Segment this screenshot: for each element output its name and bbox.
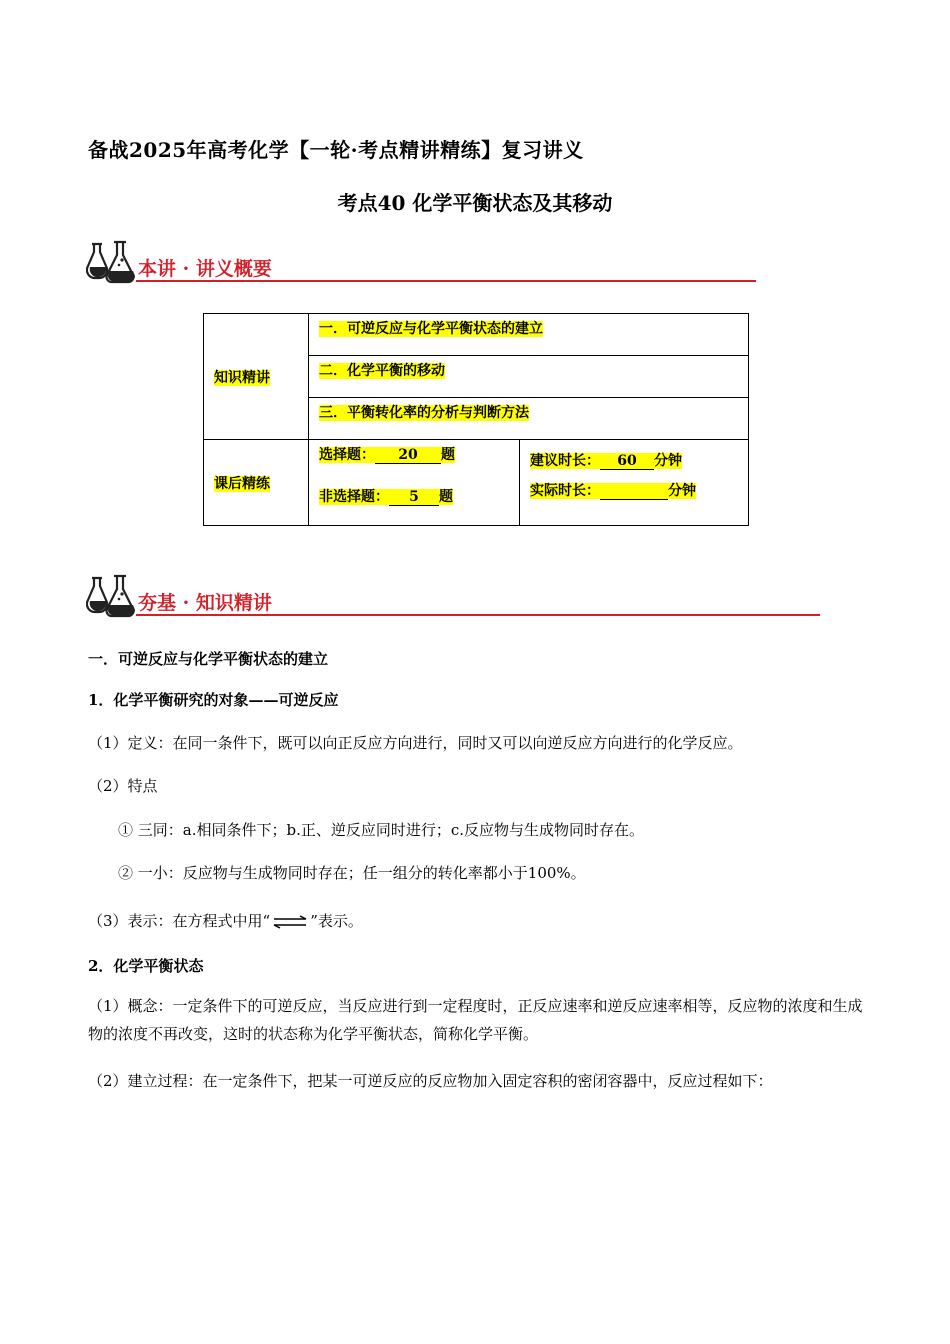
paragraph-process: （2）建立过程：在一定条件下，把某一可逆反应的反应物加入固定容积的密闭容器中，反应过程如下：	[88, 1072, 773, 1090]
overview-table	[203, 313, 749, 526]
reversible-arrow-icon	[272, 915, 308, 929]
table-cell: 一．可逆反应与化学平衡状态的建立	[309, 314, 749, 356]
table-row-label: 知识精讲	[204, 314, 309, 440]
document-subtitle: 考点40 化学平衡状态及其移动	[337, 191, 613, 215]
heading-1: 一．可逆反应与化学平衡状态的建立	[88, 650, 329, 668]
paragraph-features: （2）特点	[88, 777, 158, 795]
paragraph-feature-2: ② 一小：反应物与生成物同时存在；任一组分的转化率都小于100%。	[118, 864, 586, 882]
flask-icon	[86, 240, 136, 284]
heading-1-2: 2．化学平衡状态	[88, 957, 204, 975]
table-row-label: 课后精练	[204, 440, 309, 526]
document-title: 备战2025年高考化学【一轮·考点精讲精练】复习讲义	[88, 138, 584, 162]
paragraph-definition: （1）定义：在同一条件下，既可以向正反应方向进行，同时又可以向逆反应方向进行的化学反应。	[88, 734, 743, 752]
section-header-knowledge	[86, 574, 826, 624]
paragraph-concept: （1）概念：一定条件下的可逆反应，当反应进行到一定程度时，正反应速率和逆反应速率相等，反应物的浓度和生成物的浓度不再改变，这时的状态称为化学平衡状态，简称化学平衡。	[88, 997, 863, 1043]
flask-icon	[86, 574, 136, 618]
heading-1-1: 1．化学平衡研究的对象——可逆反应	[88, 691, 339, 709]
section-label: 夯基 · 知识精讲	[138, 592, 272, 614]
section-divider	[136, 614, 820, 616]
table-cell-time: 建议时长： 60 分钟 实际时长： 分钟	[520, 440, 749, 526]
table-cell: 三．平衡转化率的分析与判断方法	[309, 398, 749, 440]
section-label: 本讲 · 讲义概要	[138, 258, 272, 280]
section-header-overview	[86, 240, 766, 290]
table-cell: 二．化学平衡的移动	[309, 356, 749, 398]
paragraph-feature-1: ① 三同：a.相同条件下；b.正、逆反应同时进行；c.反应物与生成物同时存在。	[118, 821, 645, 839]
table-cell-counts: 选择题： 20 题 非选择题： 5 题	[309, 440, 520, 526]
paragraph-notation: （3）表示：在方程式中用“ ”表示。	[88, 912, 363, 930]
section-divider	[136, 280, 756, 282]
